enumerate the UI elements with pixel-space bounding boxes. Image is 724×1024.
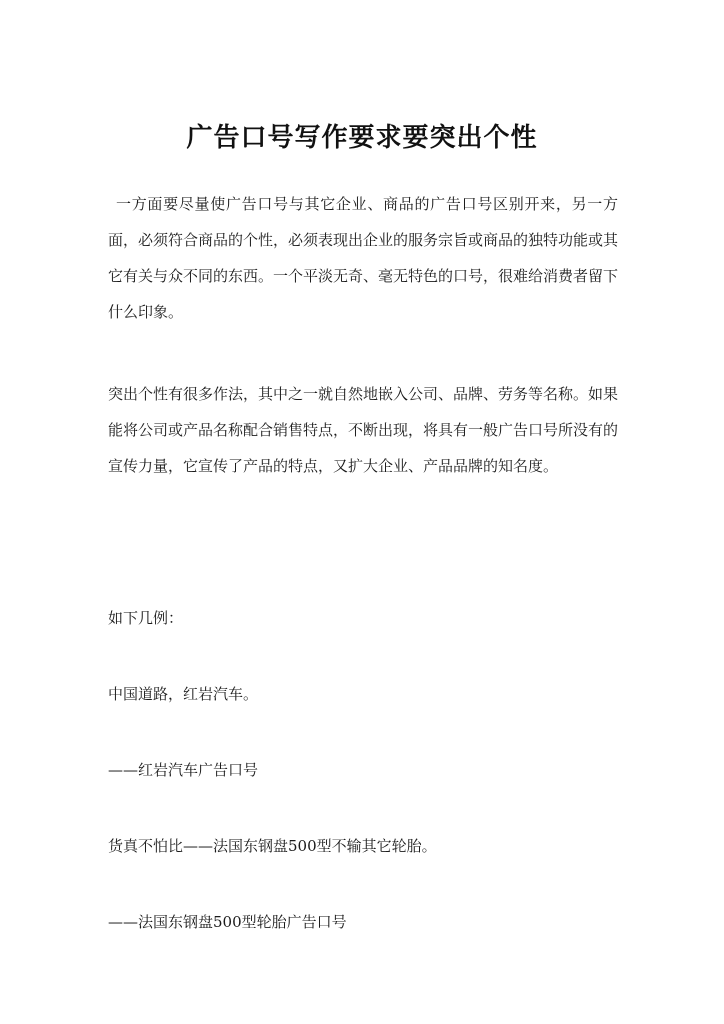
example-attribution-2: ——法国东钢盘500型轮胎广告口号 (108, 913, 347, 931)
examples-intro: 如下几例： (108, 609, 184, 627)
example-attribution-1: ——红岩汽车广告口号 (108, 761, 259, 779)
example-slogan-2: 货真不怕比——法国东钢盘500型不输其它轮胎。 (108, 837, 437, 855)
document-title: 广告口号写作要求要突出个性 (186, 123, 538, 154)
body-paragraph-2: 突出个性有很多作法，其中之一就自然地嵌入公司、品牌、劳务等名称。如果能将公司或产品名称配合销售特点，不断出现，将具有一般广告口号所没有的宣传力量，它宣传了产品的特点，又扩大企业、产品品牌的知名度。 (108, 385, 619, 475)
body-paragraph-1: 一方面要尽量使广告口号与其它企业、商品的广告口号区别开来，另一方面，必须符合商品的个性，必须表现出企业的服务宗旨或商品的独特功能或其它有关与众不同的东西。一个平淡无奇、毫无特色的口号，很难给消费者留下什么印象。 (108, 195, 619, 321)
example-slogan-1: 中国道路，红岩汽车。 (108, 685, 259, 703)
